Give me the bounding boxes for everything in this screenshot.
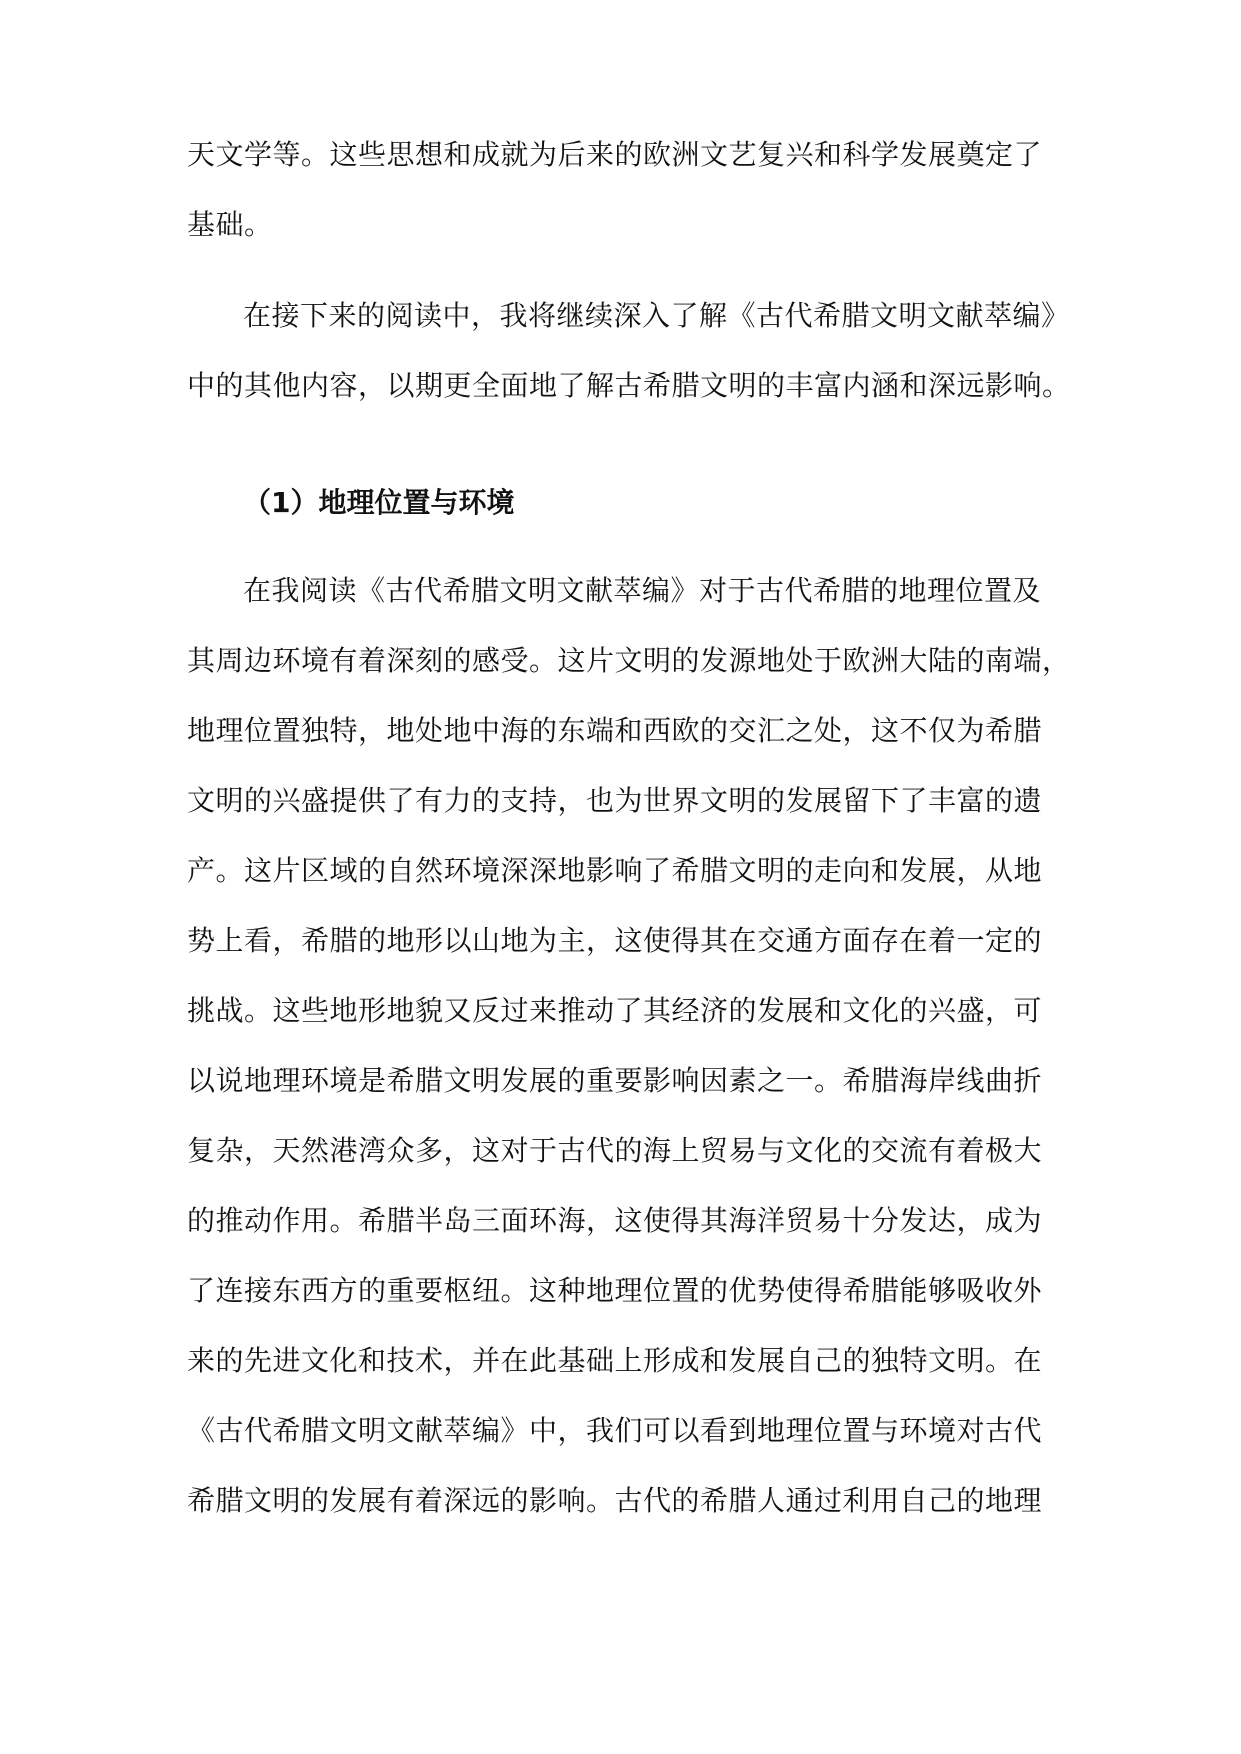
paragraph-line: 地理位置独特，地处地中海的东端和西欧的交汇之处，这不仅为希腊 xyxy=(187,714,1043,747)
paragraph-line: 以说地理环境是希腊文明发展的重要影响因素之一。希腊海岸线曲折 xyxy=(187,1064,1043,1097)
section-heading: （1）地理位置与环境 xyxy=(243,486,515,519)
paragraph-line: 挑战。这些地形地貌又反过来推动了其经济的发展和文化的兴盛，可 xyxy=(187,994,1043,1027)
paragraph-line: 文明的兴盛提供了有力的支持，也为世界文明的发展留下了丰富的遗 xyxy=(187,784,1043,817)
paragraph-line: 天文学等。这些思想和成就为后来的欧洲文艺复兴和科学发展奠定了 xyxy=(187,138,1043,171)
paragraph-line: 在接下来的阅读中，我将继续深入了解《古代希腊文明文献萃编》 xyxy=(243,299,1070,332)
paragraph-line: 复杂，天然港湾众多，这对于古代的海上贸易与文化的交流有着极大 xyxy=(187,1134,1043,1167)
paragraph-line: 产。这片区域的自然环境深深地影响了希腊文明的走向和发展，从地 xyxy=(187,854,1043,887)
paragraph-line: 势上看，希腊的地形以山地为主，这使得其在交通方面存在着一定的 xyxy=(187,924,1043,957)
paragraph-line: 了连接东西方的重要枢纽。这种地理位置的优势使得希腊能够吸收外 xyxy=(187,1274,1043,1307)
paragraph-line: 《古代希腊文明文献萃编》中，我们可以看到地理位置与环境对古代 xyxy=(187,1414,1043,1447)
paragraph-line: 其周边环境有着深刻的感受。这片文明的发源地处于欧洲大陆的南端， xyxy=(187,644,1071,677)
paragraph-line: 希腊文明的发展有着深远的影响。古代的希腊人通过利用自己的地理 xyxy=(187,1484,1043,1517)
paragraph-line: 来的先进文化和技术，并在此基础上形成和发展自己的独特文明。在 xyxy=(187,1344,1043,1377)
paragraph-line: 基础。 xyxy=(187,208,273,241)
paragraph-line: 在我阅读《古代希腊文明文献萃编》对于古代希腊的地理位置及 xyxy=(243,574,1042,607)
paragraph-line: 的推动作用。希腊半岛三面环海，这使得其海洋贸易十分发达，成为 xyxy=(187,1204,1043,1237)
paragraph-line: 中的其他内容，以期更全面地了解古希腊文明的丰富内涵和深远影响。 xyxy=(187,369,1071,402)
